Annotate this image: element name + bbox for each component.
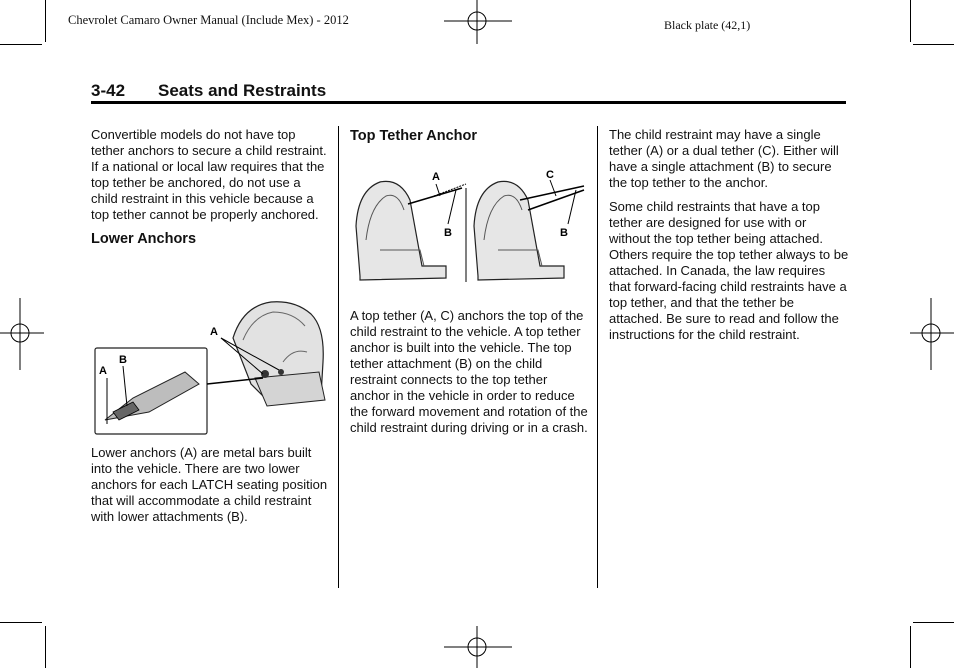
fig-label-a: A: [432, 171, 440, 183]
top-tether-paragraph: A top tether (A, C) anchors the top of the child restraint to the vehicle. A top tether anchor is built into the vehicle. The top tether attachment (B) on the child restraint connects to the top tether anchor in the vehicle in order to reduce the forward movement and rotation of the child restraint during driving or in a crash.: [350, 308, 588, 435]
fig-label-a-left: A: [99, 365, 107, 377]
crop-mark: [45, 0, 46, 42]
fig-label-b2: B: [560, 227, 568, 239]
registration-mark-left: [0, 296, 44, 372]
top-tether-heading: Top Tether Anchor: [350, 128, 478, 144]
crop-mark: [45, 626, 46, 668]
column-divider: [338, 126, 339, 588]
registration-mark-bottom: [440, 626, 516, 668]
crop-mark: [913, 622, 954, 623]
column-1-lower: [91, 445, 329, 533]
tether-types-paragraph: The child restraint may have a single tether (A) or a dual tether (C). Either will have a single attachment (B) to secure the top tether to the anchor.: [609, 127, 839, 190]
section-title: Seats and Restraints: [158, 81, 327, 100]
crop-mark: [0, 622, 42, 623]
convertible-paragraph: Convertible models do not have top tether anchors to secure a child restraint. If a national or local law requires that the top tether be anchored, do not use a child restraint in this vehicle because a top tether cannot be properly anchored.: [91, 127, 327, 222]
lower-anchors-heading: Lower Anchors: [91, 231, 197, 247]
column-3: [609, 127, 849, 351]
crop-mark: [910, 626, 911, 668]
fig-label-a-right: A: [210, 326, 218, 338]
registration-mark-right: [910, 296, 954, 372]
plate-label: Black plate (42,1): [664, 18, 751, 32]
page-number: 3-42: [91, 81, 126, 100]
registration-mark-top: [440, 0, 516, 44]
fig-label-c: C: [546, 169, 554, 181]
crop-mark: [910, 0, 911, 42]
column-1: [91, 127, 329, 255]
fig-label-b1: B: [444, 227, 452, 239]
column-2: [350, 128, 590, 152]
top-tether-figure: [350, 166, 590, 286]
column-divider: [597, 126, 598, 588]
manual-title: Chevrolet Camaro Owner Manual (Include Mex) - 2012: [68, 13, 349, 27]
crop-mark: [0, 44, 42, 45]
fig-label-b-left: B: [119, 354, 127, 366]
lower-anchors-paragraph: Lower anchors (A) are metal bars built into the vehicle. There are two lower anchors for each LATCH seating position that will accommodate a child restraint with lower attachments (B).: [91, 445, 328, 524]
crop-mark: [913, 44, 954, 45]
lower-anchors-figure: [93, 300, 329, 436]
header-rule: [91, 101, 846, 104]
tether-requirements-paragraph: Some child restraints that have a top tether are designed for use with or without the top tether being attached. Others require the top tether always to be attached. In Canada, the law requires that forward-facing child restraints have a top tether, and that the tether be attached. Be sure to read and follow the instructions for the child restraint.: [609, 199, 849, 342]
column-2-lower: [350, 308, 590, 444]
